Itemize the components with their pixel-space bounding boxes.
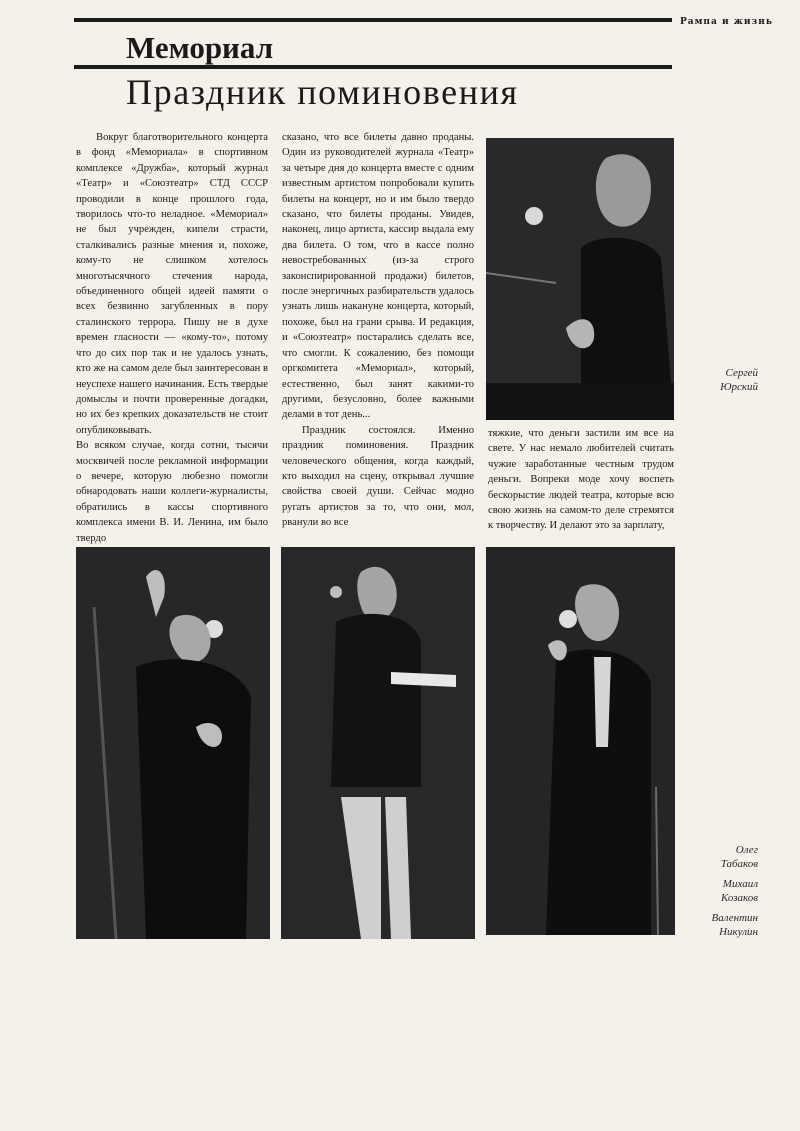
article-paragraph: сказано, что все билеты давно проданы. Один из руководителей журнала «Театр» за четыре дня до концерта вместе с одним известным артистом попробовали купить билеты на концерт, но и им было твердо сказано, что билеты проданы. Увидев, наконец, лицо артиста, кассир выдала ему два билета. О том, что в кассе полно невостребованных (из-за строго законспирированной продажи) билетов, после энергичных разбирательств удалось узнать лишь накануне концерта, который, похоже, был на грани срыва. И редакция, и «Союзтеатр» постарались сделать все, что смогли. К сожалению, без помощи оргкомитета «Мемориал», который, естественно, был занят какими-то другими, безусловно, более важными делами в тот день... <box>282 132 474 421</box>
photo-mikhail-kozakov <box>281 547 475 939</box>
caption-first-name: Валентин <box>711 912 758 924</box>
article-paragraph: Во всяком случае, когда сотни, тысячи москвичей после рекламной информации о вечере, которую любезно помогли обнародовать наши коллеги-журналисты, обратились в кассы спортивного комплекса имени В. И. Ленина, им было твердо <box>76 440 268 544</box>
caption-first-name: Олег <box>735 844 758 856</box>
caption-kozakov <box>690 877 758 905</box>
caption-last-name: Никулин <box>719 926 758 938</box>
photo-sergey-yursky <box>486 138 674 420</box>
kicker: Мемориал <box>126 30 274 65</box>
header-rule-bottom <box>74 65 672 69</box>
photo-valentin-nikulin <box>486 547 675 935</box>
caption-tabakov <box>690 843 758 871</box>
article-column-1 <box>76 130 268 546</box>
caption-last-name: Табаков <box>720 858 758 870</box>
caption-last-name: Козаков <box>720 892 758 904</box>
article-column-3 <box>488 426 674 534</box>
caption-first-name: Михаил <box>722 878 758 890</box>
photo-oleg-tabakov <box>76 547 270 939</box>
caption-yursky <box>690 366 758 394</box>
page-title: Праздник поминовения <box>126 72 519 112</box>
article-paragraph: тяжкие, что деньги застили им все на свете. У нас немало любителей считать чужие заработанные честным трудом деньги. Вопреки моде хочу воспеть бескорыстие людей театра, которые всю свою жизнь на самом-то деле стремятся к творчеству. И делают это за зарплату, <box>488 428 674 532</box>
caption-first-name: Сергей <box>725 367 758 379</box>
article-paragraph: Вокруг благотворительного концерта в фонд «Мемориала» в спортивном комплексе «Дружба», который журнал «Театр» и «Союзтеатр» СТД СССР проводили в конце прошлого года, творилось что-то неладное. «Мемориал» не был учрежден, кипели страсти, сталкивались разные мнения и, похоже, кому-то не слишком хотелось многотысячного стечения народа, объединенного общей идеей памяти о всех безвинно загубленных в пору сталинского террора. Пишу не в духе времен гласности — «кому-то», потому что до сих пор так и не удалось узнать, кто же на самом деле был заинтересован в неуспехе нашего начинания. Есть твердые домыслы и почти проверенные догадки, но их без крепких доказательств не стоит опубликовывать. <box>76 132 268 436</box>
header-rule-top <box>74 18 672 22</box>
caption-nikulin <box>690 911 758 939</box>
article-paragraph: Праздник состоялся. Именно праздник поминовения. Праздник человеческого общения, когда каждый, кто выходил на сцену, открывал лучшие свойства своей души. Сейчас модно ругать артистов за то, что они, мол, рванули во все <box>282 424 474 529</box>
caption-last-name: Юрский <box>720 381 758 393</box>
article-column-2 <box>282 130 474 531</box>
section-label: Рампа и жизнь <box>680 17 773 27</box>
